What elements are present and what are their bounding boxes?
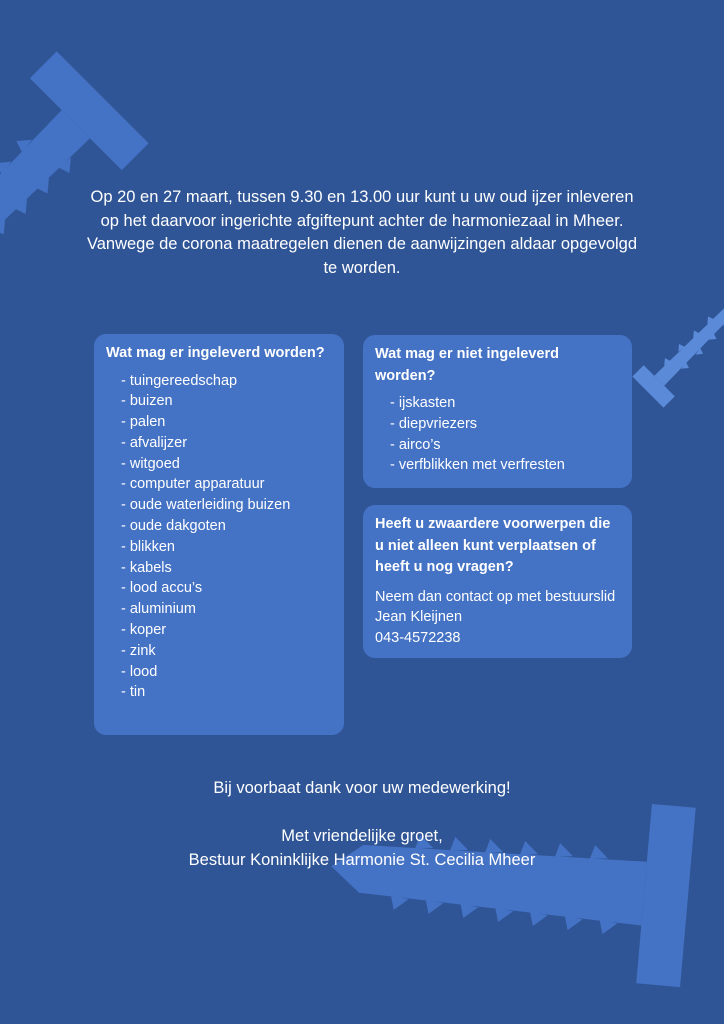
intro-line: op het daarvoor ingerichte afgiftepunt achter de harmoniezaal in Mheer. xyxy=(100,211,624,230)
list-item: - blikken xyxy=(121,538,175,555)
intro-line: Vanwege de corona maatregelen dienen de aanwijzingen aldaar opgevolgd xyxy=(86,235,638,253)
contact-text: Neem dan contact op met bestuurslid Jean Kleijnen xyxy=(375,588,616,626)
list-item: - witgoed xyxy=(121,455,180,472)
not-allowed-title: Wat mag er niet ingeleverd worden? xyxy=(375,346,559,384)
list-item: - airco’s xyxy=(390,436,441,453)
list-item: - kabels xyxy=(121,559,172,576)
list-item: - verfblikken met verfresten xyxy=(390,457,565,474)
screw-icon xyxy=(632,274,724,408)
list-item: - computer apparatuur xyxy=(121,476,265,493)
allowed-title: Wat mag er ingeleverd worden? xyxy=(106,345,325,361)
list-item: - afvalijzer xyxy=(121,434,188,451)
thanks-text: Bij voorbaat dank voor uw medewerking! xyxy=(213,779,511,797)
list-item: - oude waterleiding buizen xyxy=(121,497,291,514)
list-item: - tin xyxy=(121,684,146,701)
not-allowed-items-panel xyxy=(363,335,632,488)
list-item: - aluminium xyxy=(121,601,196,618)
list-item: - koper xyxy=(121,622,167,639)
list-item: - ijskasten xyxy=(390,395,456,411)
greeting-block xyxy=(0,825,724,872)
list-item: - oude dakgoten xyxy=(121,518,226,535)
not-allowed-list xyxy=(375,393,620,476)
signature-text: Bestuur Koninklijke Harmonie St. Cecilia Mheer xyxy=(188,850,536,869)
list-item: - tuingereedschap xyxy=(121,372,238,389)
list-item: - palen xyxy=(121,414,166,431)
list-item: - buizen xyxy=(121,393,173,410)
screw-icon xyxy=(323,777,695,988)
contact-panel xyxy=(363,505,632,658)
greeting-text: Met vriendelijke groet, xyxy=(281,827,443,845)
list-item: - zink xyxy=(121,642,156,659)
contact-phone: 043-4572238 xyxy=(375,630,461,647)
intro-line: Op 20 en 27 maart, tussen 9.30 en 13.00 uur kunt u uw oud ijzer inleveren xyxy=(90,188,634,206)
allowed-list xyxy=(106,371,332,704)
intro-text xyxy=(40,186,684,280)
contact-title: Heeft u zwaardere voorwerpen die u niet alleen kunt verplaatsen of heeft u nog vragen? xyxy=(375,516,611,575)
allowed-items-panel xyxy=(94,334,344,735)
list-item: - lood accu’s xyxy=(121,580,203,597)
list-item: - lood xyxy=(121,663,158,680)
intro-line: te worden. xyxy=(323,258,401,277)
list-item: - diepvriezers xyxy=(390,415,478,432)
